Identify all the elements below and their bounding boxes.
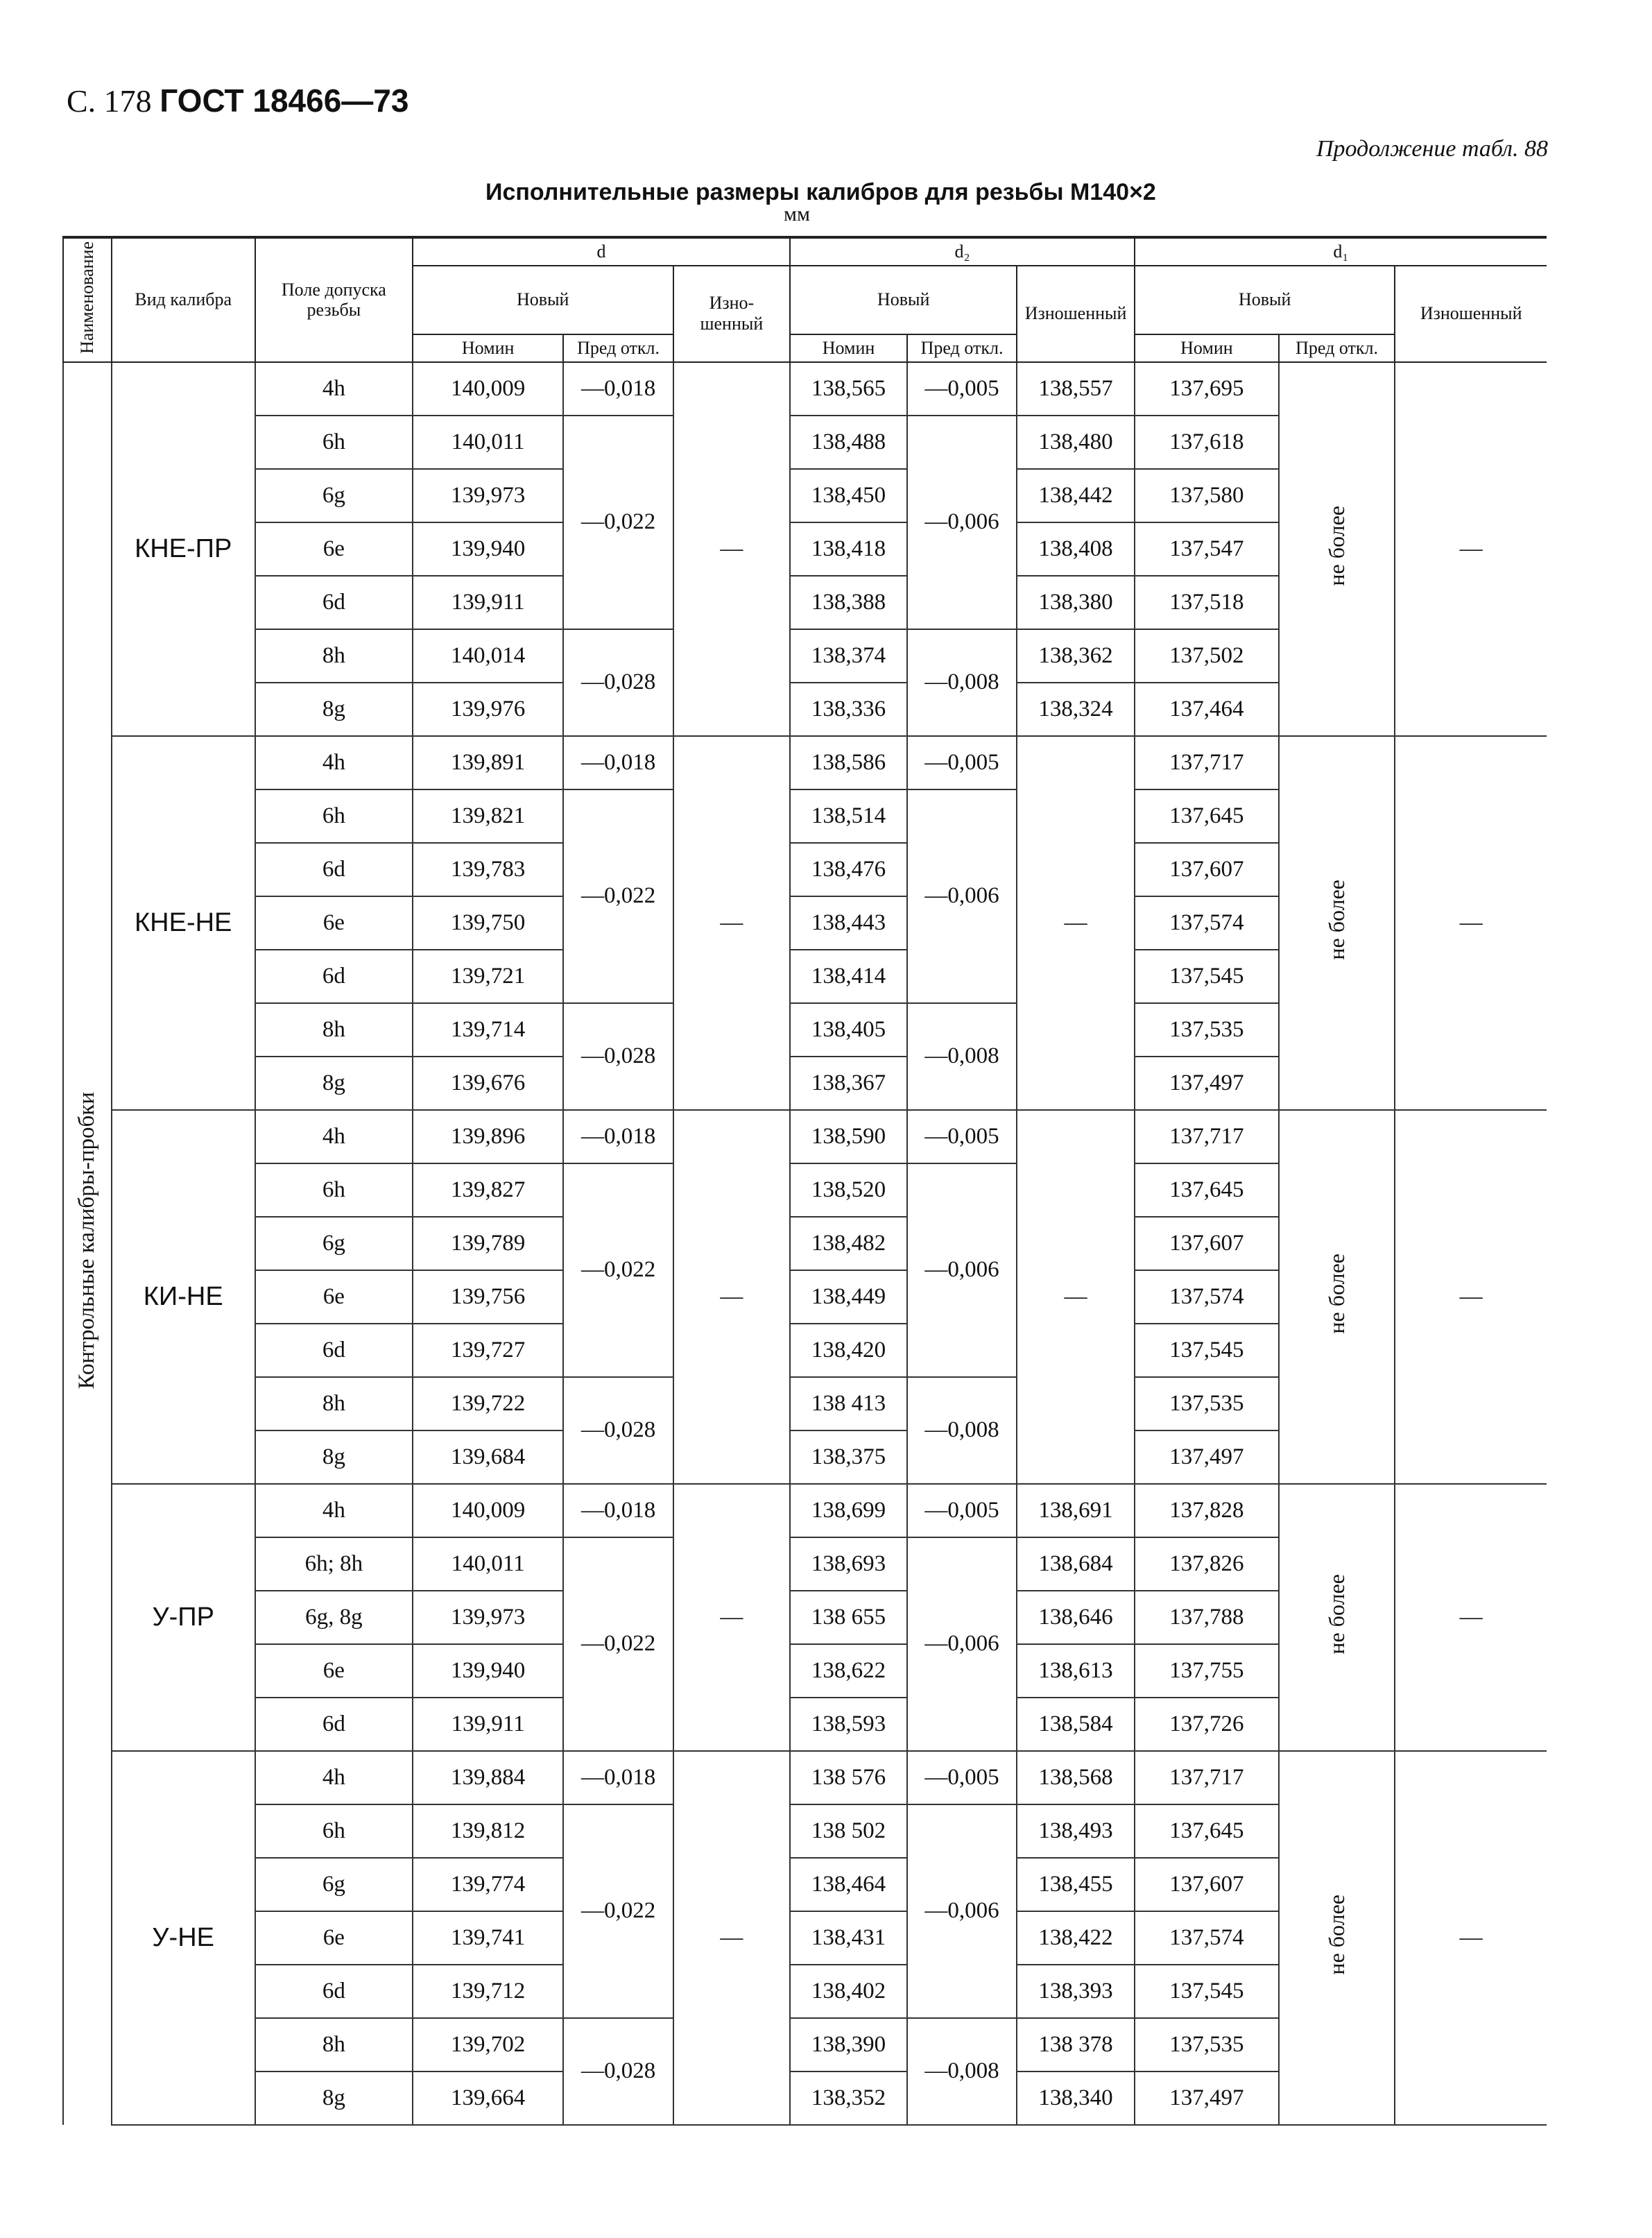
d2-dev-cell: —0,005	[907, 1110, 1017, 1163]
d-nom-cell: 139,750	[413, 896, 564, 950]
table-row	[63, 1110, 1547, 1163]
table-row	[63, 1751, 1547, 1804]
d-nom-cell: 139,756	[413, 1270, 564, 1324]
table-row	[63, 1484, 1547, 1537]
d1-nom-cell: 137,547	[1135, 522, 1279, 576]
d-dev-cell: —0,028	[563, 1003, 673, 1110]
d-nom-cell: 140,011	[413, 1537, 564, 1591]
d2-worn-cell: 138,324	[1017, 683, 1135, 736]
d2-nom-cell: 138 655	[790, 1591, 907, 1644]
d1-nom-cell: 137,497	[1135, 1430, 1279, 1484]
d-nom-cell: 139,714	[413, 1003, 564, 1057]
tolerance-cell: 8h	[255, 2018, 413, 2072]
d2-worn-cell: 138,340	[1017, 2072, 1135, 2125]
d2-worn-cell: —	[1017, 736, 1135, 1110]
d-dev-cell: —0,018	[563, 736, 673, 789]
tolerance-cell: 6h	[255, 1804, 413, 1858]
d1-nom-cell: 137,826	[1135, 1537, 1279, 1591]
d2-worn-cell: 138,568	[1017, 1751, 1135, 1804]
d2-worn-cell: 138,442	[1017, 469, 1135, 522]
d1-nom-cell: 137,535	[1135, 1003, 1279, 1057]
d1-nom-cell: 137,545	[1135, 1965, 1279, 2018]
d2-worn-cell: 138,455	[1017, 1858, 1135, 1911]
page-header	[67, 82, 408, 119]
d2-nom-cell: 138,593	[790, 1698, 907, 1751]
d2-nom-cell: 138,402	[790, 1965, 907, 2018]
tolerance-cell: 6d	[255, 950, 413, 1003]
d-dev-cell: —0,022	[563, 789, 673, 1003]
d2-dev-cell: —0,006	[907, 789, 1017, 1003]
d-nom-cell: 140,014	[413, 629, 564, 683]
col-tolerance: Поле допуска резьбы	[255, 237, 413, 362]
unit-label: мм	[784, 203, 810, 225]
tolerance-cell: 6g, 8g	[255, 1591, 413, 1644]
d-nom-cell: 139,741	[413, 1911, 564, 1965]
tolerance-cell: 6g	[255, 1217, 413, 1270]
table-title: Исполнительные размеры калибров для резьбы М140×2	[485, 179, 1156, 205]
d-dev-cell: —0,022	[563, 416, 673, 629]
tolerance-cell: 8g	[255, 683, 413, 736]
d2-nom-cell: 138,420	[790, 1324, 907, 1377]
tolerance-cell: 4h	[255, 1751, 413, 1804]
d2-nom-cell: 138,622	[790, 1644, 907, 1698]
d2-dev-cell: —0,006	[907, 1537, 1017, 1751]
d-nom-cell: 139,721	[413, 950, 564, 1003]
d1-nom-cell: 137,502	[1135, 629, 1279, 683]
d-worn-cell: —	[673, 1484, 790, 1751]
d-nom-cell: 139,702	[413, 2018, 564, 2072]
d1-nom-cell: 137,645	[1135, 1804, 1279, 1858]
d-nom-cell: 139,973	[413, 1591, 564, 1644]
d1-nom-cell: 137,726	[1135, 1698, 1279, 1751]
d-nom-cell: 139,827	[413, 1163, 564, 1217]
d2-nom-cell: 138,586	[790, 736, 907, 789]
tolerance-cell: 6h	[255, 416, 413, 469]
d-dev-cell: —0,022	[563, 1163, 673, 1377]
tolerance-cell: 8g	[255, 2072, 413, 2125]
col-d2-nom: Номин	[790, 334, 907, 362]
tolerance-cell: 6e	[255, 522, 413, 576]
d1-nom-cell: 137,607	[1135, 1217, 1279, 1270]
d1-nom-cell: 137,574	[1135, 1270, 1279, 1324]
d2-worn-cell: 138,408	[1017, 522, 1135, 576]
category-label: Контрольные калибры-пробки	[74, 1092, 100, 1390]
d2-dev-cell: —0,005	[907, 1751, 1017, 1804]
d1-nom-cell: 137,545	[1135, 1324, 1279, 1377]
not-more-label: не более	[1324, 1895, 1350, 1975]
tolerance-cell: 6d	[255, 1324, 413, 1377]
d2-worn-cell: 138,613	[1017, 1644, 1135, 1698]
d2-nom-cell: 138,520	[790, 1163, 907, 1217]
d1-nom-cell: 137,645	[1135, 1163, 1279, 1217]
d2-dev-cell: —0,008	[907, 629, 1017, 736]
col-d1-worn: Изношенный	[1395, 266, 1547, 362]
d1-dev-cell	[1279, 1751, 1395, 2125]
calibre-table	[62, 236, 1547, 2126]
d2-nom-cell: 138,476	[790, 843, 907, 896]
d2-nom-cell: 138,482	[790, 1217, 907, 1270]
d-nom-cell: 139,783	[413, 843, 564, 896]
tolerance-cell: 6h; 8h	[255, 1537, 413, 1591]
d-nom-cell: 139,774	[413, 1858, 564, 1911]
d-nom-cell: 139,812	[413, 1804, 564, 1858]
d2-nom-cell: 138,367	[790, 1057, 907, 1110]
d2-dev-cell: —0,008	[907, 1377, 1017, 1484]
d-dev-cell: —0,028	[563, 1377, 673, 1484]
not-more-label: не более	[1324, 1574, 1350, 1655]
d2-dev-cell: —0,008	[907, 1003, 1017, 1110]
table-body	[63, 362, 1547, 2125]
d2-nom-cell: 138 502	[790, 1804, 907, 1858]
d-dev-cell: —0,028	[563, 629, 673, 736]
col-d-nom: Номин	[413, 334, 564, 362]
d2-worn-cell: 138,380	[1017, 576, 1135, 629]
d2-nom-cell: 138,405	[790, 1003, 907, 1057]
d2-worn-cell: 138,393	[1017, 1965, 1135, 2018]
d-nom-cell: 139,664	[413, 2072, 564, 2125]
d1-worn-cell: —	[1395, 736, 1547, 1110]
tolerance-cell: 6h	[255, 1163, 413, 1217]
tolerance-cell: 6d	[255, 576, 413, 629]
group-name: КНЕ-НЕ	[112, 736, 255, 1110]
tolerance-cell: 8g	[255, 1057, 413, 1110]
table-row	[63, 736, 1547, 789]
d2-nom-cell: 138,375	[790, 1430, 907, 1484]
col-type: Вид калибра	[112, 237, 255, 362]
d2-nom-cell: 138 576	[790, 1751, 907, 1804]
d1-nom-cell: 137,618	[1135, 416, 1279, 469]
tolerance-cell: 4h	[255, 736, 413, 789]
d1-dev-cell	[1279, 1110, 1395, 1484]
d-nom-cell: 139,896	[413, 1110, 564, 1163]
not-more-label: не более	[1324, 880, 1350, 960]
group-name: КИ-НЕ	[112, 1110, 255, 1484]
tolerance-cell: 8g	[255, 1430, 413, 1484]
d1-dev-cell	[1279, 362, 1395, 736]
tolerance-cell: 8h	[255, 1003, 413, 1057]
tolerance-cell: 4h	[255, 1110, 413, 1163]
col-d2: d₂	[790, 237, 1135, 266]
col-name: Наименование	[63, 237, 112, 362]
tolerance-cell: 6e	[255, 1644, 413, 1698]
group-name: КНЕ-ПР	[112, 362, 255, 736]
d2-nom-cell: 138,450	[790, 469, 907, 522]
d2-worn-cell: 138 378	[1017, 2018, 1135, 2072]
col-d2-dev: Пред откл.	[907, 334, 1017, 362]
d1-nom-cell: 137,545	[1135, 950, 1279, 1003]
d2-nom-cell: 138 413	[790, 1377, 907, 1430]
d-dev-cell: —0,022	[563, 1537, 673, 1751]
d-worn-cell: —	[673, 1110, 790, 1484]
d-dev-cell: —0,018	[563, 1484, 673, 1537]
col-d1-dev: Пред откл.	[1279, 334, 1395, 362]
tolerance-cell: 6g	[255, 1858, 413, 1911]
d2-worn-cell: 138,646	[1017, 1591, 1135, 1644]
col-d-worn: Изно-шенный	[673, 266, 790, 362]
d2-dev-cell: —0,005	[907, 1484, 1017, 1537]
d-nom-cell: 139,940	[413, 1644, 564, 1698]
d-nom-cell: 140,011	[413, 416, 564, 469]
table-row	[63, 362, 1547, 416]
d1-nom-cell: 137,828	[1135, 1484, 1279, 1537]
d2-worn-cell: —	[1017, 1110, 1135, 1484]
d-nom-cell: 139,722	[413, 1377, 564, 1430]
d1-dev-cell	[1279, 1484, 1395, 1751]
d-nom-cell: 139,684	[413, 1430, 564, 1484]
d2-dev-cell: —0,006	[907, 1163, 1017, 1377]
page-number: С. 178	[67, 83, 152, 119]
d1-nom-cell: 137,695	[1135, 362, 1279, 416]
d1-nom-cell: 137,574	[1135, 896, 1279, 950]
group-name: У-ПР	[112, 1484, 255, 1751]
tolerance-cell: 4h	[255, 362, 413, 416]
d-dev-cell: —0,018	[563, 362, 673, 416]
d-nom-cell: 139,976	[413, 683, 564, 736]
d-nom-cell: 139,676	[413, 1057, 564, 1110]
d2-nom-cell: 138,388	[790, 576, 907, 629]
col-d2-worn: Изношенный	[1017, 266, 1135, 362]
d2-nom-cell: 138,418	[790, 522, 907, 576]
d-nom-cell: 139,973	[413, 469, 564, 522]
d1-nom-cell: 137,717	[1135, 736, 1279, 789]
tolerance-cell: 6e	[255, 896, 413, 950]
not-more-label: не более	[1324, 506, 1350, 586]
tolerance-cell: 6g	[255, 469, 413, 522]
d1-worn-cell: —	[1395, 1751, 1547, 2125]
tolerance-cell: 6h	[255, 789, 413, 843]
d-dev-cell: —0,022	[563, 1804, 673, 2018]
d-nom-cell: 139,911	[413, 1698, 564, 1751]
d1-nom-cell: 137,535	[1135, 1377, 1279, 1430]
d1-nom-cell: 137,607	[1135, 1858, 1279, 1911]
d2-nom-cell: 138,488	[790, 416, 907, 469]
d1-nom-cell: 137,580	[1135, 469, 1279, 522]
d2-dev-cell: —0,006	[907, 416, 1017, 629]
tolerance-cell: 6d	[255, 843, 413, 896]
d2-nom-cell: 138,443	[790, 896, 907, 950]
d-nom-cell: 139,821	[413, 789, 564, 843]
d1-nom-cell: 137,497	[1135, 1057, 1279, 1110]
tolerance-cell: 8h	[255, 629, 413, 683]
d-nom-cell: 139,712	[413, 1965, 564, 2018]
col-d-new: Новый	[413, 266, 673, 334]
d2-nom-cell: 138,431	[790, 1911, 907, 1965]
d2-dev-cell: —0,005	[907, 736, 1017, 789]
d1-nom-cell: 137,607	[1135, 843, 1279, 896]
d1-nom-cell: 137,717	[1135, 1751, 1279, 1804]
tolerance-cell: 8h	[255, 1377, 413, 1430]
d1-nom-cell: 137,788	[1135, 1591, 1279, 1644]
d2-nom-cell: 138,374	[790, 629, 907, 683]
d2-worn-cell: 138,422	[1017, 1911, 1135, 1965]
d2-nom-cell: 138,693	[790, 1537, 907, 1591]
d1-nom-cell: 137,717	[1135, 1110, 1279, 1163]
d2-nom-cell: 138,565	[790, 362, 907, 416]
d1-nom-cell: 137,518	[1135, 576, 1279, 629]
col-d2-new: Новый	[790, 266, 1017, 334]
d-nom-cell: 140,009	[413, 362, 564, 416]
col-d1-nom: Номин	[1135, 334, 1279, 362]
d2-worn-cell: 138,584	[1017, 1698, 1135, 1751]
not-more-label: не более	[1324, 1254, 1350, 1334]
d2-worn-cell: 138,480	[1017, 416, 1135, 469]
d2-worn-cell: 138,493	[1017, 1804, 1135, 1858]
d2-nom-cell: 138,414	[790, 950, 907, 1003]
d1-nom-cell: 137,535	[1135, 2018, 1279, 2072]
table-header	[63, 237, 1547, 362]
d2-nom-cell: 138,352	[790, 2072, 907, 2125]
col-d1: d₁	[1135, 237, 1547, 266]
d2-dev-cell: —0,008	[907, 2018, 1017, 2125]
d1-nom-cell: 137,497	[1135, 2072, 1279, 2125]
col-d-dev: Пред откл.	[563, 334, 673, 362]
d-nom-cell: 139,884	[413, 1751, 564, 1804]
d2-nom-cell: 138,699	[790, 1484, 907, 1537]
d-worn-cell: —	[673, 362, 790, 736]
d2-nom-cell: 138,336	[790, 683, 907, 736]
tolerance-cell: 6d	[255, 1965, 413, 2018]
d1-worn-cell: —	[1395, 1110, 1547, 1484]
d1-worn-cell: —	[1395, 1484, 1547, 1751]
d2-nom-cell: 138,590	[790, 1110, 907, 1163]
d1-dev-cell	[1279, 736, 1395, 1110]
d1-worn-cell: —	[1395, 362, 1547, 736]
tolerance-cell: 6d	[255, 1698, 413, 1751]
d2-dev-cell: —0,006	[907, 1804, 1017, 2018]
d-nom-cell: 139,891	[413, 736, 564, 789]
d-dev-cell: —0,028	[563, 2018, 673, 2125]
col-d: d	[413, 237, 790, 266]
d1-nom-cell: 137,574	[1135, 1911, 1279, 1965]
d-dev-cell: —0,018	[563, 1110, 673, 1163]
d-dev-cell: —0,018	[563, 1751, 673, 1804]
standard-number: ГОСТ 18466—73	[160, 83, 409, 119]
d1-nom-cell: 137,755	[1135, 1644, 1279, 1698]
d2-worn-cell: 138,684	[1017, 1537, 1135, 1591]
col-d1-new: Новый	[1135, 266, 1395, 334]
d1-nom-cell: 137,645	[1135, 789, 1279, 843]
group-name: У-НЕ	[112, 1751, 255, 2125]
tolerance-cell: 6e	[255, 1270, 413, 1324]
d2-nom-cell: 138,390	[790, 2018, 907, 2072]
d2-dev-cell: —0,005	[907, 362, 1017, 416]
d-nom-cell: 139,789	[413, 1217, 564, 1270]
tolerance-cell: 4h	[255, 1484, 413, 1537]
d-worn-cell: —	[673, 1751, 790, 2125]
d-nom-cell: 139,911	[413, 576, 564, 629]
d2-worn-cell: 138,362	[1017, 629, 1135, 683]
d-nom-cell: 139,940	[413, 522, 564, 576]
d-worn-cell: —	[673, 736, 790, 1110]
d2-worn-cell: 138,691	[1017, 1484, 1135, 1537]
category-cell	[63, 362, 112, 2125]
tolerance-cell: 6e	[255, 1911, 413, 1965]
d-nom-cell: 140,009	[413, 1484, 564, 1537]
continuation-note: Продолжение табл. 88	[1316, 136, 1548, 162]
d-nom-cell: 139,727	[413, 1324, 564, 1377]
d2-nom-cell: 138,514	[790, 789, 907, 843]
d1-nom-cell: 137,464	[1135, 683, 1279, 736]
d2-nom-cell: 138,449	[790, 1270, 907, 1324]
d2-nom-cell: 138,464	[790, 1858, 907, 1911]
d2-worn-cell: 138,557	[1017, 362, 1135, 416]
